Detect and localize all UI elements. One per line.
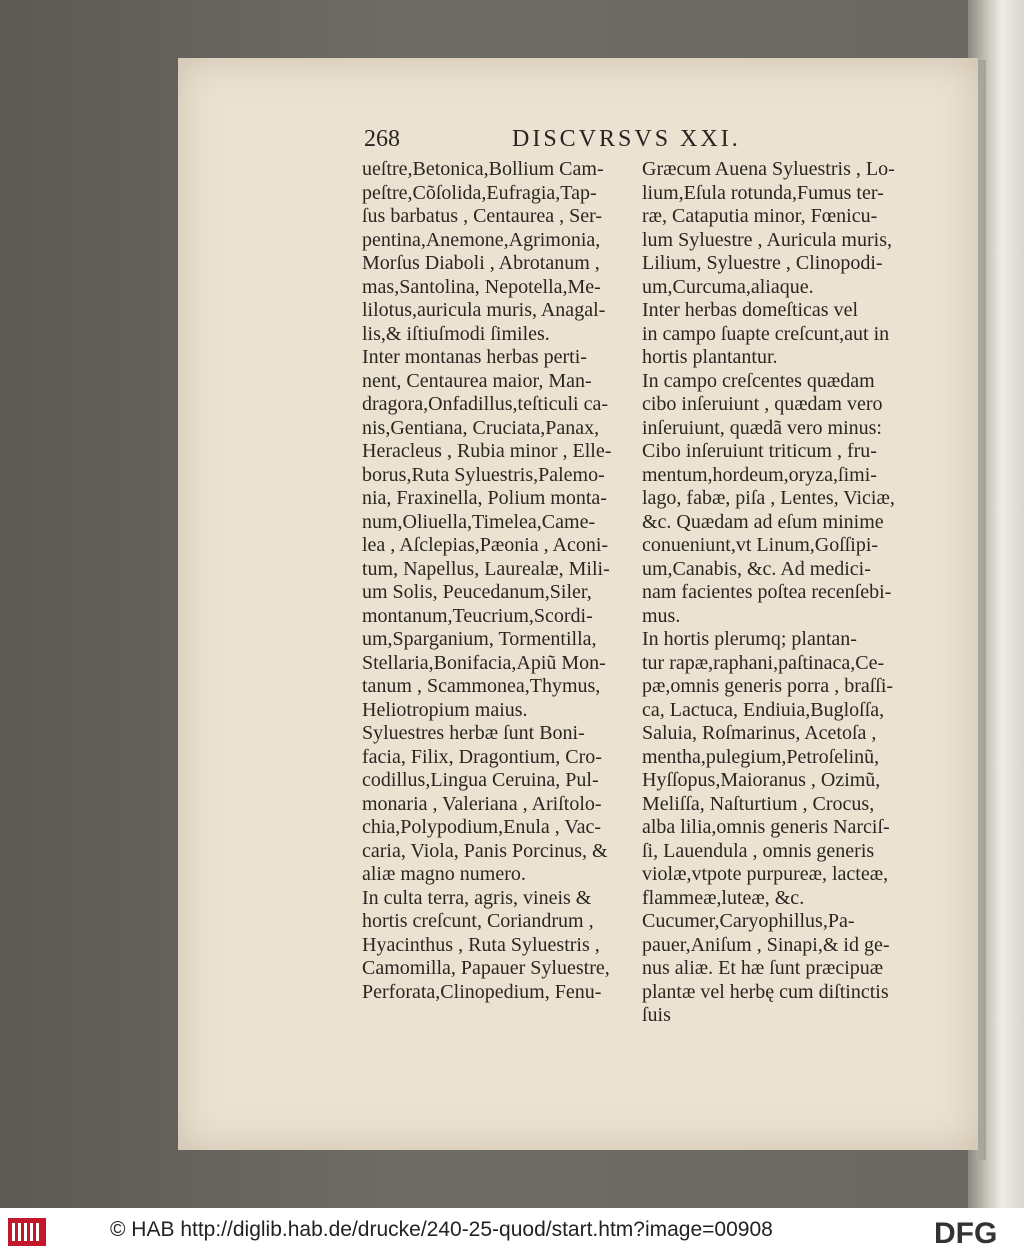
- text-line: dragora,Onfadillus,teſticuli ca-: [362, 393, 609, 415]
- text-line: Heracleus , Rubia minor , Elle-: [362, 440, 612, 462]
- text-line: Cibo inſeruiunt triticum , fru-: [642, 440, 877, 462]
- running-title: DISCVRSVS XXI.: [512, 126, 741, 152]
- text-line: ca, Lactuca, Endiuia,Bugloſſa,: [642, 698, 885, 721]
- text-line: Stellaria,Bonifacia,Apiũ Mon-: [362, 651, 606, 674]
- text-line: inſeruiunt, quædã vero minus:: [642, 416, 882, 439]
- text-line: nus aliæ. Et hæ ſunt præcipuæ: [642, 957, 884, 979]
- page-number: 268: [364, 126, 400, 152]
- text-line: um Solis, Peucedanum,Siler,: [362, 581, 592, 603]
- text-line: Camomilla, Papauer Syluestre,: [362, 957, 610, 979]
- text-line: Morſus Diaboli , Abrotanum ,: [362, 252, 600, 274]
- text-line: tanum , Scammonea,Thymus,: [362, 675, 601, 697]
- text-line: Inter herbas domeſticas vel: [642, 299, 859, 321]
- text-line: monaria , Valeriana , Ariſtolo-: [362, 792, 602, 815]
- footer-bar: [0, 1208, 1024, 1255]
- right-text-column: [642, 158, 918, 1028]
- text-line: chia,Polypodium,Enula , Vac-: [362, 816, 602, 838]
- text-line: cibo inſeruiunt , quædam vero: [642, 393, 883, 415]
- text-line: lis,& iſtiuſmodi ſimiles.: [362, 322, 550, 345]
- text-line: Græcum Auena Syluestris , Lo-: [642, 158, 895, 180]
- text-line: in campo ſuapte creſcunt,aut in: [642, 322, 890, 345]
- text-line: mas,Santolina, Nepotella,Me-: [362, 275, 601, 298]
- text-line: Inter montanas herbas perti-: [362, 346, 587, 368]
- text-line: tur rapæ,raphani,paſtinaca,Ce-: [642, 651, 885, 674]
- running-header: [364, 126, 784, 156]
- text-line: codillus,Lingua Ceruina, Pul-: [362, 769, 599, 791]
- text-line: mentum,hordeum,oryza,ſimi-: [642, 463, 877, 486]
- text-line: ſuis: [642, 1004, 671, 1026]
- text-line: nia, Fraxinella, Polium monta-: [362, 487, 607, 509]
- text-line: alba lilia,omnis generis Narciſ-: [642, 816, 890, 838]
- text-line: violæ,vtpote purpureæ, lacteæ,: [642, 863, 889, 885]
- text-line: montanum,Teucrium,Scordi-: [362, 604, 593, 627]
- dfg-logo-icon: [932, 1216, 1016, 1248]
- text-line: conueniunt,vt Linum,Goſſipi-: [642, 534, 879, 556]
- text-line: ueſtre,Betonica,Bollium Cam-: [362, 158, 604, 180]
- text-line: In culta terra, agris, vineis &: [362, 886, 592, 909]
- text-line: plantæ vel herbę cum diſtinctis: [642, 980, 889, 1003]
- text-line: Hyacinthus , Ruta Syluestris ,: [362, 933, 600, 956]
- text-line: mentha,pulegium,Petroſelinũ,: [642, 745, 880, 768]
- text-line: ſus barbatus , Centaurea , Ser-: [362, 205, 603, 227]
- text-line: ræ, Cataputia minor, Fœnicu-: [642, 205, 878, 227]
- svg-text:DFG: DFG: [934, 1217, 998, 1248]
- text-line: um,Sparganium, Tormentilla,: [362, 628, 597, 650]
- text-line: nam facientes poſtea recenſebi-: [642, 581, 892, 603]
- text-line: tum, Napellus, Laurealæ, Mili-: [362, 557, 610, 580]
- text-line: Syluestres herbæ ſunt Boni-: [362, 722, 585, 744]
- text-line: Meliſſa, Naſturtium , Crocus,: [642, 792, 875, 815]
- text-line: Hyſſopus,Maioranus , Ozimũ,: [642, 769, 881, 791]
- text-line: pæ,omnis generis porra , braſſi-: [642, 675, 894, 697]
- text-line: hortis plantantur.: [642, 346, 778, 368]
- text-line: nis,Gentiana, Cruciata,Panax,: [362, 416, 600, 439]
- text-line: lago, fabæ, piſa , Lentes, Viciæ,: [642, 487, 895, 509]
- text-line: borus,Ruta Syluestris,Palemo-: [362, 463, 605, 486]
- text-line: caria, Viola, Panis Porcinus, &: [362, 839, 608, 862]
- text-line: In hortis plerumq; plantan-: [642, 628, 857, 650]
- text-line: lum Syluestre , Auricula muris,: [642, 228, 892, 251]
- text-line: Saluia, Roſmarinus, Acetoſa ,: [642, 722, 877, 744]
- text-line: aliæ magno numero.: [362, 863, 526, 885]
- text-line: um,Canabis, &c. Ad medici-: [642, 557, 871, 580]
- text-line: Heliotropium maius.: [362, 698, 528, 721]
- left-text-column: [362, 158, 642, 1004]
- text-line: facia, Filix, Dragontium, Cro-: [362, 745, 602, 768]
- copyright-link[interactable]: © HAB http://diglib.hab.de/drucke/240-25-quod/start.htm?image=00908: [110, 1218, 773, 1241]
- text-line: um,Curcuma,aliaque.: [642, 275, 814, 298]
- text-line: Perforata,Clinopedium, Fenu-: [362, 980, 602, 1003]
- text-line: Lilium, Syluestre , Clinopodi-: [642, 252, 883, 274]
- text-line: hortis creſcunt, Coriandrum ,: [362, 910, 594, 932]
- text-line: ſi, Lauendula , omnis generis: [642, 839, 875, 862]
- text-line: pentina,Anemone,Agrimonia,: [362, 228, 601, 251]
- hab-logo-icon: [8, 1218, 46, 1246]
- text-line: lilotus,auricula muris, Anagal-: [362, 299, 606, 321]
- text-line: peſtre,Cõſolida,Eufragia,Tap-: [362, 181, 597, 204]
- text-line: &c. Quædam ad eſum minime: [642, 510, 884, 533]
- text-line: num,Oliuella,Timelea,Came-: [362, 510, 596, 533]
- text-line: lea , Aſclepias,Pæonia , Aconi-: [362, 534, 609, 556]
- text-line: pauer,Aniſum , Sinapi,& id ge-: [642, 933, 890, 956]
- text-line: nent, Centaurea maior, Man-: [362, 369, 592, 392]
- text-line: mus.: [642, 604, 681, 627]
- text-line: flammeæ,luteæ, &c.: [642, 886, 805, 909]
- text-line: Cucumer,Caryophillus,Pa-: [642, 910, 855, 932]
- text-line: lium,Eſula rotunda,Fumus ter-: [642, 181, 884, 204]
- text-line: In campo creſcentes quædam: [642, 369, 875, 392]
